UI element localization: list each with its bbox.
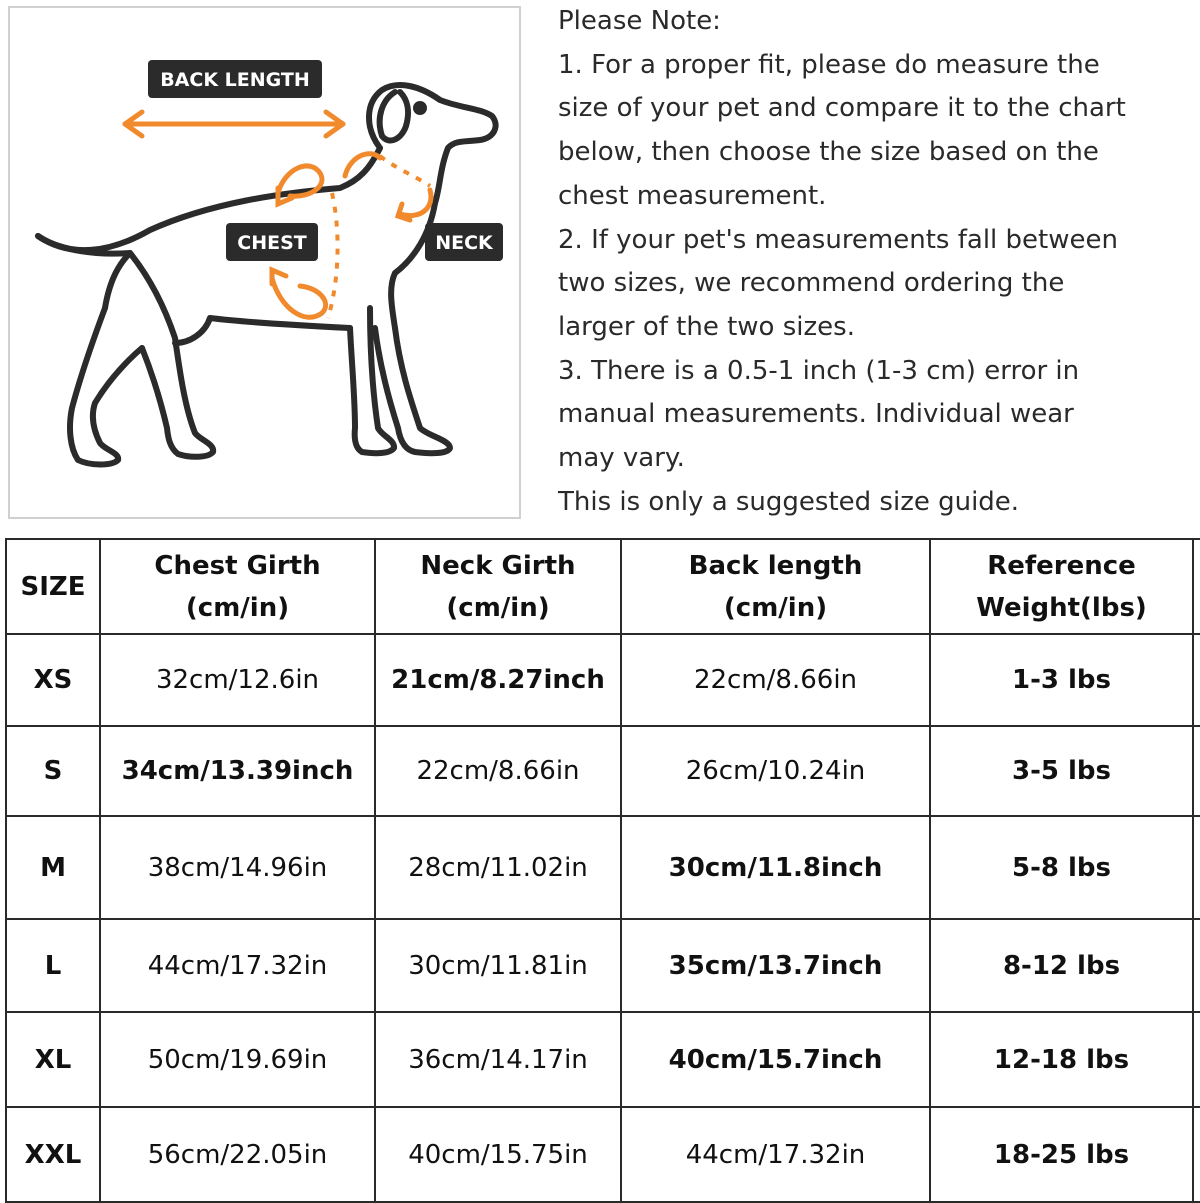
table-header-row <box>6 539 1200 634</box>
table-row <box>6 1012 1200 1107</box>
header-back-length <box>621 539 930 634</box>
neck-arrow-icon <box>345 154 431 220</box>
header-neck-line2: (cm/in) <box>446 592 550 623</box>
header-weight-line1: Reference <box>987 550 1136 581</box>
header-empty-edge <box>1193 539 1200 634</box>
neck-girth-cell: 40cm/15.75in <box>375 1107 621 1202</box>
chest-girth-cell: 34cm/13.39inch <box>100 726 375 816</box>
table-row <box>6 634 1200 726</box>
neck-label: NECK <box>435 232 493 254</box>
header-weight-line2: Weight(lbs) <box>976 592 1147 623</box>
dog-measurement-diagram <box>8 6 521 519</box>
reference-weight-cell: 8-12 lbs <box>930 919 1193 1012</box>
note-line: below, then choose the size based on the <box>558 137 1099 168</box>
neck-girth-cell: 21cm/8.27inch <box>375 634 621 726</box>
chest-tag <box>226 223 318 261</box>
empty-edge-cell <box>1193 1012 1200 1107</box>
header-neck-girth <box>375 539 621 634</box>
header-chest-girth <box>100 539 375 634</box>
table-row <box>6 726 1200 816</box>
reference-weight-cell: 18-25 lbs <box>930 1107 1193 1202</box>
size-cell: XS <box>6 634 100 726</box>
empty-edge-cell <box>1193 726 1200 816</box>
header-chest-line1: Chest Girth <box>154 550 321 581</box>
neck-girth-cell: 30cm/11.81in <box>375 919 621 1012</box>
neck-tag <box>425 223 503 261</box>
header-back-line2: (cm/in) <box>723 592 828 623</box>
note-line: chest measurement. <box>558 180 827 211</box>
back-length-cell: 40cm/15.7inch <box>621 1012 930 1107</box>
chest-girth-cell: 56cm/22.05in <box>100 1107 375 1202</box>
reference-weight-cell: 5-8 lbs <box>930 816 1193 919</box>
chest-girth-cell: 44cm/17.32in <box>100 919 375 1012</box>
size-cell: XL <box>6 1012 100 1107</box>
back-length-cell: 35cm/13.7inch <box>621 919 930 1012</box>
neck-girth-cell: 36cm/14.17in <box>375 1012 621 1107</box>
note-line: This is only a suggested size guide. <box>558 486 1020 517</box>
back-length-label: BACK LENGTH <box>160 69 310 91</box>
note-line: manual measurements. Individual wear <box>558 399 1074 430</box>
size-cell: XXL <box>6 1107 100 1202</box>
note-line: size of your pet and compare it to the chart <box>558 93 1126 124</box>
back-length-cell: 44cm/17.32in <box>621 1107 930 1202</box>
chest-label: CHEST <box>237 232 307 254</box>
table-row <box>6 816 1200 919</box>
table-row <box>6 919 1200 1012</box>
note-line: 1. For a proper fit, please do measure the <box>558 49 1100 80</box>
note-line: 3. There is a 0.5-1 inch (1-3 cm) error in <box>558 355 1080 386</box>
empty-edge-cell <box>1193 816 1200 919</box>
reference-weight-cell: 1-3 lbs <box>930 634 1193 726</box>
size-cell: S <box>6 726 100 816</box>
header-size: SIZE <box>6 539 100 634</box>
note-line: 2. If your pet's measurements fall between <box>558 224 1118 255</box>
please-note-text <box>558 0 1198 524</box>
note-line: larger of the two sizes. <box>558 311 855 342</box>
dog-outline <box>38 85 496 464</box>
header-neck-line1: Neck Girth <box>420 550 576 581</box>
note-heading: Please Note: <box>558 6 721 36</box>
chest-girth-cell: 32cm/12.6in <box>100 634 375 726</box>
note-line: may vary. <box>558 443 685 474</box>
size-cell: M <box>6 816 100 919</box>
size-chart-table <box>5 538 1200 1203</box>
reference-weight-cell: 3-5 lbs <box>930 726 1193 816</box>
header-chest-line2: (cm/in) <box>185 592 290 623</box>
empty-edge-cell <box>1193 634 1200 726</box>
note-line: two sizes, we recommend ordering the <box>558 268 1065 299</box>
back-length-tag <box>148 60 322 98</box>
back-length-arrow-icon <box>125 112 343 136</box>
header-reference-weight <box>930 539 1193 634</box>
empty-edge-cell <box>1193 919 1200 1012</box>
neck-girth-cell: 28cm/11.02in <box>375 816 621 919</box>
table-row <box>6 1107 1200 1202</box>
chest-girth-cell: 38cm/14.96in <box>100 816 375 919</box>
dog-illustration-icon <box>10 8 523 521</box>
neck-girth-cell: 22cm/8.66in <box>375 726 621 816</box>
size-cell: L <box>6 919 100 1012</box>
empty-edge-cell <box>1193 1107 1200 1202</box>
chest-girth-cell: 50cm/19.69in <box>100 1012 375 1107</box>
collar-measure-line <box>328 156 430 318</box>
back-length-cell: 30cm/11.8inch <box>621 816 930 919</box>
header-back-line1: Back length <box>688 550 863 581</box>
back-length-cell: 26cm/10.24in <box>621 726 930 816</box>
back-length-cell: 22cm/8.66in <box>621 634 930 726</box>
reference-weight-cell: 12-18 lbs <box>930 1012 1193 1107</box>
